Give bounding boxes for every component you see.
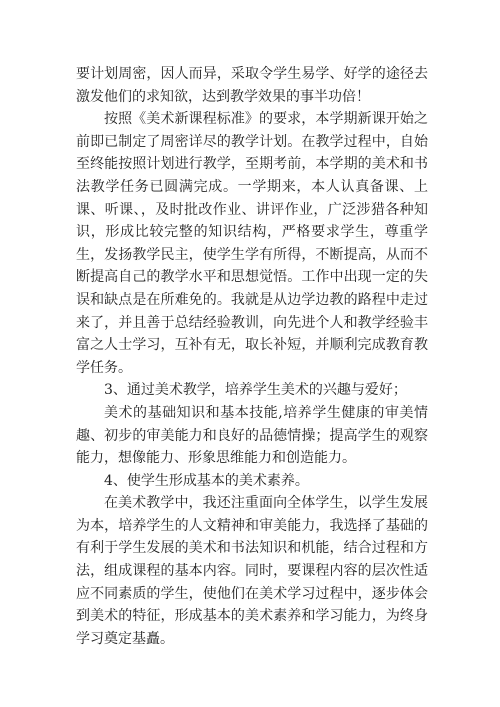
document-body	[76, 63, 428, 650]
paragraph-heading-3: 3、通过美术教学，培养学生美术的兴趣与爱好；	[104, 382, 407, 399]
paragraph-teaching-plan: 按照《美术新课程标准》的要求，本学期新课开始之前即已制定了周密详尽的教学计划。在教学过程中，自始至终能按照计划进行教学，至期考前，本学期的美术和书法教学任务已圆满完成。一学期来，本人认真备课、上课、听课、，及时批改作业、讲评作业，广泛涉猎各种知识，形成比较完整的知识结构，严格要求学生，尊重学生，发扬教学民主，使学生学有所得，不断提高，从而不断提高自己的教学水平和思想觉悟。工作中出现一定的失误和缺点是在所难免的。我就是从边学边教的路程中走过来了，并且善于总结经验教训，向先进个人和教学经验丰富之人士学习，互补有无，取长补短，并顺利完成教育教学任务。	[76, 111, 428, 376]
paragraph-intro-continued: 要计划周密，因人而异，采取令学生易学、好学的途径去激发他们的求知欲，达到教学效果的事半功倍！	[76, 66, 428, 105]
paragraph-art-literacy: 在美术教学中，我还注重面向全体学生，以学生发展为本，培养学生的人文精神和审美能力，我选择了基础的有利于学生发展的美术和书法知识和机能，结合过程和方法，组成课程的基本内容。同时，要课程内容的层次性适应不同素质的学生，使他们在美术学习过程中，逐步体会到美术的特征，形成基本的美术素养和学习能力，为终身学习奠定基矗。	[76, 495, 428, 647]
paragraph-heading-4: 4、使学生形成基本的美术素养。	[104, 472, 309, 489]
paragraph-basic-skills: 美术的基础知识和基本技能,培养学生健康的审美情趣、初步的审美能力和良好的品德情操；提高学生的观察能力，想像能力、形象思维能力和创造能力。	[76, 404, 428, 467]
